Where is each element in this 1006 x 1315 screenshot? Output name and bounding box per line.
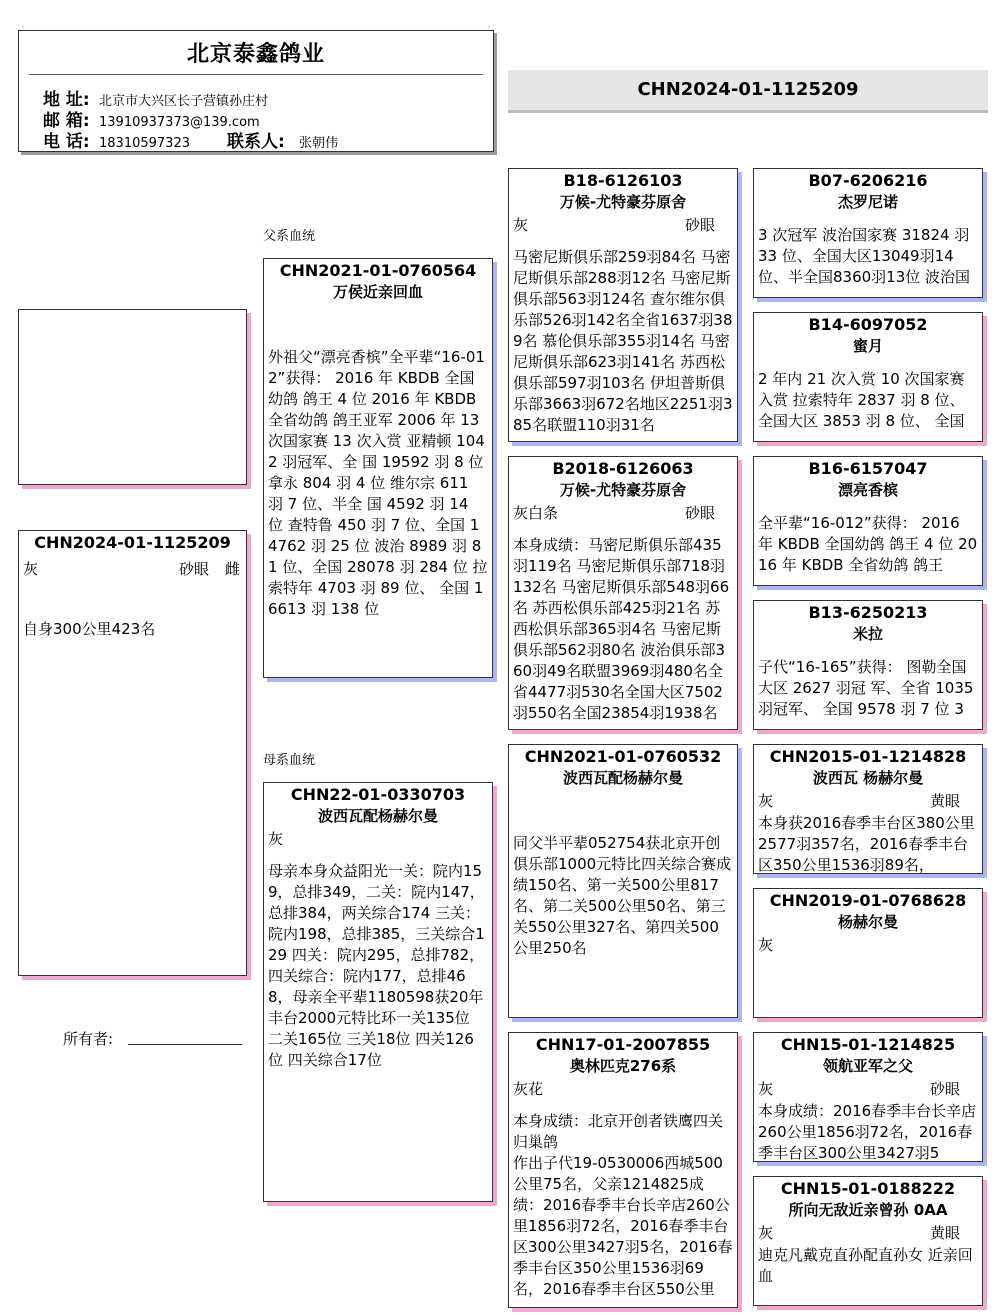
ggp-5-name: 波西瓦 杨赫尔曼 [812, 769, 924, 787]
ggp-3-ring-number: B16-6157047 [808, 459, 928, 478]
dam-meta [264, 827, 492, 851]
pigeon-photo-placeholder [18, 309, 247, 485]
subject-ring-number: CHN2024-01-1125209 [34, 533, 231, 552]
phone-row [43, 127, 338, 152]
sire-sire-ring-number: B18-6126103 [563, 171, 683, 190]
breeder-name: 北京泰鑫鸽业 [186, 42, 325, 67]
sire-dam-name: 万候-尤特豪芬原舍 [559, 481, 687, 499]
dam-sire-name: 波西瓦配杨赫尔曼 [562, 769, 683, 787]
ggp-1-ring-number: B07-6206216 [808, 171, 928, 190]
sire-dam-description: 本身成绩：马密尼斯俱乐部435羽119名 马密尼斯俱乐部718羽132名 马密尼斯俱乐部548羽66名 苏西松俱乐部425羽21名 苏西松俱乐部365羽4名 马密尼斯俱乐部562羽80名 波治俱乐部360羽49名联盟3969羽480名全省4477羽530名全国大区7502羽550名全国23854羽1938名 [513, 536, 730, 722]
ggp-5-ring-number: CHN2015-01-1214828 [769, 747, 967, 766]
dam-sire-ring-number: CHN2021-01-0760532 [524, 747, 722, 766]
ggp-3-name: 漂亮香槟 [837, 481, 898, 499]
dam-sire-card [508, 744, 738, 1018]
address-value: 北京市大兴区长子营镇孙庄村 [99, 94, 269, 109]
ggp-8-description: 迪克凡戴克直孙配直孙女 近亲回血 [758, 1246, 973, 1285]
sire-dam-color: 灰白条 [513, 504, 559, 522]
ggp-card-5 [753, 744, 983, 874]
ggp-7-name: 领航亚军之父 [822, 1057, 913, 1075]
sire-card [263, 258, 493, 678]
ggp-8-name: 所向无敌近亲曾孙 0AA [788, 1201, 948, 1219]
sire-line-label: 父系血统 [263, 229, 316, 244]
subject-sex: 雌 [225, 560, 241, 578]
subject-card [18, 530, 247, 976]
ggp-8-meta [754, 1221, 982, 1245]
ggp-2-ring-number: B14-6097052 [808, 315, 928, 334]
main-ring-number: CHN2024-01-1125209 [508, 70, 988, 110]
dam-sire-description: 同父半平辈052754获北京开创俱乐部1000元特比四关综合赛成绩150名、第一关500公里817名、第二关500公里50名、第三关550公里327名、第四关500公里250名 [513, 834, 732, 957]
dam-dam-description-2: 作出子代19-0530006西城500公里75名，父亲1214825成绩：2016春季丰台长辛店260公里1856羽72名，2016春季丰台区300公里3427羽5名，2016春季丰台区350公里1536羽69名，2016春季丰台区550公里 [513, 1154, 733, 1298]
ggp-7-color: 灰 [758, 1080, 774, 1098]
ggp-6-name: 杨赫尔曼 [837, 913, 898, 931]
address-label: 地 址: [43, 90, 90, 110]
ggp-1-name: 杰罗尼诺 [837, 193, 898, 211]
phone-value: 18310597323 [99, 136, 190, 151]
dam-color: 灰 [268, 830, 284, 848]
sire-name: 万侯近亲回血 [332, 283, 423, 301]
subject-meta [19, 557, 246, 581]
header-divider [29, 74, 483, 75]
ggp-card-2 [753, 312, 983, 442]
dam-card [263, 782, 493, 1202]
contact-value: 张朝伟 [299, 136, 339, 151]
email-value: 13910937373@139.com [99, 115, 260, 130]
sire-dam-meta [509, 501, 737, 525]
sire-sire-description: 马密尼斯俱乐部259羽84名 马密尼斯俱乐部288羽12名 马密尼斯俱乐部563羽124名 查尔维尔俱乐部526羽142名全省1637羽389名 慕伦俱乐部355羽14名 马密尼斯俱乐部623羽141名 苏西松俱乐部597羽103名 伊坦普斯俱乐部3663羽672名地区2251羽385名联盟110羽31名 [513, 248, 733, 434]
breeder-header [18, 30, 494, 152]
sire-dam-ring-number: B2018-6126063 [552, 459, 694, 478]
contact-label: 联系人: [227, 132, 285, 152]
dam-dam-meta [509, 1077, 737, 1101]
ggp-5-color: 灰 [758, 792, 774, 810]
subject-description: 自身300公里423名 [23, 620, 156, 638]
ggp-5-meta [754, 789, 982, 813]
ggp-card-3 [753, 456, 983, 586]
ggp-4-ring-number: B13-6250213 [808, 603, 928, 622]
ggp-card-6 [753, 888, 983, 1018]
ggp-8-eye: 黄眼 [930, 1224, 961, 1242]
sire-sire-eye: 砂眼 [685, 216, 716, 234]
subject-eye: 砂眼 [179, 560, 210, 578]
dam-dam-description-1: 本身成绩：北京开创者铁鹰四关归巢鸽 [513, 1112, 724, 1151]
ggp-card-4 [753, 600, 983, 730]
ggp-4-description: 子代“16-165”获得： 图勒全国大区 2627 羽冠 军、全省 1035 羽冠军、 全国 9578 羽 7 位 3 [758, 658, 974, 718]
sire-ring-number: CHN2021-01-0760564 [279, 261, 477, 280]
ggp-8-ring-number: CHN15-01-0188222 [780, 1179, 956, 1198]
email-label: 邮 箱: [43, 111, 90, 131]
ggp-6-ring-number: CHN2019-01-0768628 [769, 891, 967, 910]
ggp-7-eye: 砂眼 [930, 1080, 961, 1098]
ggp-card-1 [753, 168, 983, 298]
dam-description: 母亲本身众益阳光一关：院内159，总排349，二关：院内147，总排384，两关综合174 三关：院内198，总排385，三关综合129 四关：院内295，总排782，四关综合：院内177，总排468，母亲全平辈1180598获20年丰台2000元特比环一关135位 二关165位 三关18位 四关126位 四关综合17位 [268, 862, 485, 1069]
sire-sire-card [508, 168, 738, 442]
dam-dam-card [508, 1032, 738, 1308]
ggp-6-meta [754, 933, 982, 957]
dam-dam-color: 灰花 [513, 1080, 544, 1098]
ggp-8-color: 灰 [758, 1224, 774, 1242]
ggp-3-description: 全平辈“16-012”获得： 2016 年 KBDB 全国幼鸽 鸽王 4 位 2016 年 KBDB 全省幼鸽 鸽王 [758, 514, 978, 574]
ggp-6-color: 灰 [758, 936, 774, 954]
dam-name: 波西瓦配杨赫尔曼 [317, 807, 438, 825]
ggp-7-ring-number: CHN15-01-1214825 [780, 1035, 956, 1054]
ggp-5-eye: 黄眼 [930, 792, 961, 810]
sire-sire-meta [509, 213, 737, 237]
dam-dam-ring-number: CHN17-01-2007855 [535, 1035, 711, 1054]
phone-label: 电 话: [43, 132, 90, 152]
sire-description: 外祖父“漂亮香槟”全平辈“16-012”获得： 2016 年 KBDB 全国幼鸽 鸽王 4 位 2016 年 KBDB 全省幼鸽 鸽王亚军 2006 年 13 次国家赛 13 次入赏 亚精顿 1042 羽冠军、全 国 19592 羽 8 位 拿永 804 羽 4 位 维尔宗 611 羽 7 位、半全 国 4592 羽 14 位 查特鲁 450 羽 7 位、全国 14762 羽 25 位 波治 8989 羽 81 位、全国 28078 羽 284 位 拉索特年 4703 羽 89 位、 全国 16613 羽 138 位 [268, 348, 488, 618]
dam-ring-number: CHN22-01-0330703 [290, 785, 466, 804]
owner-signature-line [128, 1044, 242, 1045]
sire-dam-eye: 砂眼 [685, 504, 716, 522]
ggp-2-description: 2 年内 21 次入赏 10 次国家赛 入赏 拉索特年 2837 羽 8 位、 全国大区 3853 羽 8 位、 全国 [758, 370, 965, 430]
sire-sire-name: 万候-尤特豪芬原舍 [559, 193, 687, 211]
ggp-card-8 [753, 1176, 983, 1306]
dam-dam-name: 奥林匹克276系 [569, 1057, 677, 1075]
ggp-7-meta [754, 1077, 982, 1101]
ggp-5-description: 本身获2016春季丰台区380公里2577羽357名，2016春季丰台区350公里1536羽89名， [758, 814, 975, 874]
ggp-card-7 [753, 1032, 983, 1162]
sire-sire-color: 灰 [513, 216, 529, 234]
ggp-2-name: 蜜月 [852, 337, 883, 355]
owner-label: 所有者: [63, 1030, 114, 1048]
ggp-7-description: 本身成绩：2016春季丰台长辛店260公里1856羽72名，2016春季丰台区300公里3427羽5 [758, 1102, 977, 1162]
sire-dam-card [508, 456, 738, 730]
dam-line-label: 母系血统 [263, 753, 316, 768]
ggp-4-name: 米拉 [852, 625, 883, 643]
ggp-1-description: 3 次冠军 波治国家赛 31824 羽 33 位、全国大区13049羽14 位、半全国8360羽13位 波治国 [758, 226, 971, 286]
subject-color: 灰 [23, 560, 39, 578]
